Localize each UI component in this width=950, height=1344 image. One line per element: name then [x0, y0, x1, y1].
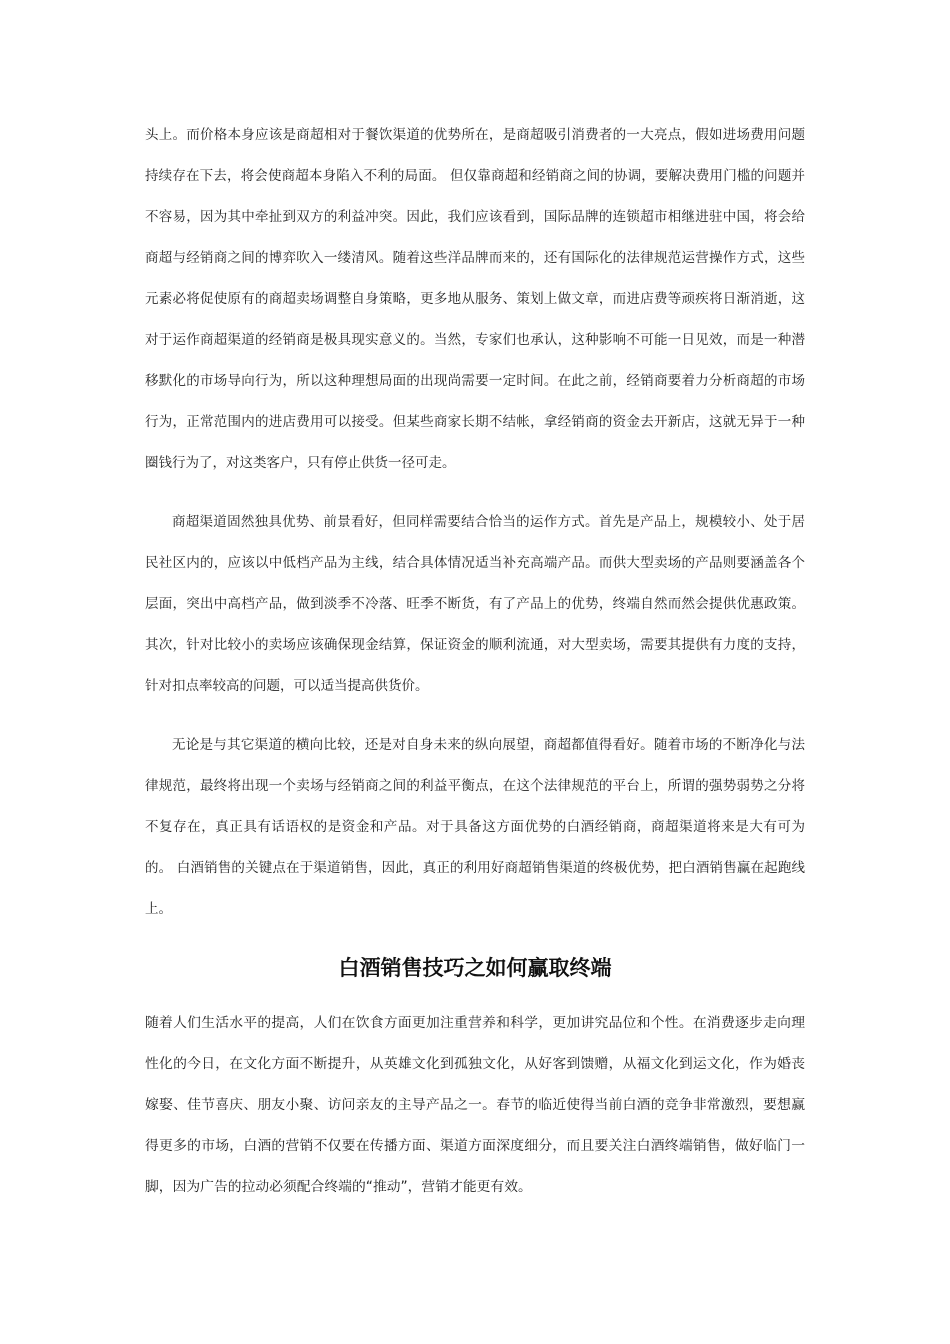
paragraph-1: 头上。而价格本身应该是商超相对于餐饮渠道的优势所在，是商超吸引消费者的一大亮点，假如进场费用问题持续存在下去，将会使商超本身陷入不利的局面。 但仅靠商超和经销商之间的协调，要解决费用门槛的问题并不容易，因为其中牵扯到双方的利益冲突。因此，我们应该看到，国际品牌的连锁超市相继进驻中国，将会给商超与经销商之间的博弈吹入一缕清风。随着这些洋品牌而来的，还有国际化的法律规范运营操作方式，这些元素必将促使原有的商超卖场调整自身策略，更多地从服务、策划上做文章，而进店费等顽疾将日渐消逝，这对于运作商超渠道的经销商是极具现实意义的。当然，专家们也承认，这种影响不可能一日见效，而是一种潜移默化的市场导向行为，所以这种理想局面的出现尚需要一定时间。在此之前，经销商要着力分析商超的市场行为，正常范围内的进店费用可以接受。但某些商家长期不结帐，拿经销商的资金去开新店，这就无异于一种圈钱行为了，对这类客户，只有停止供货一径可走。	[145, 127, 805, 471]
section-heading: 白酒销售技巧之如何赢取终端	[338, 956, 612, 980]
paragraph-after-heading: 随着人们生活水平的提高，人们在饮食方面更加注重营养和科学，更加讲究品位和个性。在消费逐步走向理性化的今日，在文化方面不断提升，从英雄文化到孤独文化，从好客到馈赠，从福文化到运文化，作为婚丧嫁娶、佳节喜庆、朋友小聚、访问亲友的主导产品之一。春节的临近使得当前白酒的竞争非常激烈，要想赢得更多的市场，白酒的营销不仅要在传播方面、渠道方面深度细分，而且要关注白酒终端销售，做好临门一脚，因为广告的拉动必须配合终端的“推动”，营销才能更有效。	[145, 1015, 805, 1195]
paragraph-3: 无论是与其它渠道的横向比较，还是对自身未来的纵向展望，商超都值得看好。随着市场的不断净化与法律规范，最终将出现一个卖场与经销商之间的利益平衡点，在这个法律规范的平台上，所谓的强势弱势之分将不复存在，真正具有话语权的是资金和产品。对于具备这方面优势的白酒经销商，商超渠道将来是大有可为的。 白酒销售的关键点在于渠道销售，因此，真正的利用好商超销售渠道的终极优势，把白酒销售赢在起跑线上。	[145, 737, 805, 917]
paragraph-2: 商超渠道固然独具优势、前景看好，但同样需要结合恰当的运作方式。首先是产品上，规模较小、处于居民社区内的，应该以中低档产品为主线，结合具体情况适当补充高端产品。而供大型卖场的产品则要涵盖各个层面，突出中高档产品，做到淡季不冷落、旺季不断货，有了产品上的优势，终端自然而然会提供优惠政策。其次，针对比较小的卖场应该确保现金结算，保证资金的顺利流通，对大型卖场，需要其提供有力度的支持，针对扣点率较高的问题，可以适当提高供货价。	[145, 514, 805, 694]
